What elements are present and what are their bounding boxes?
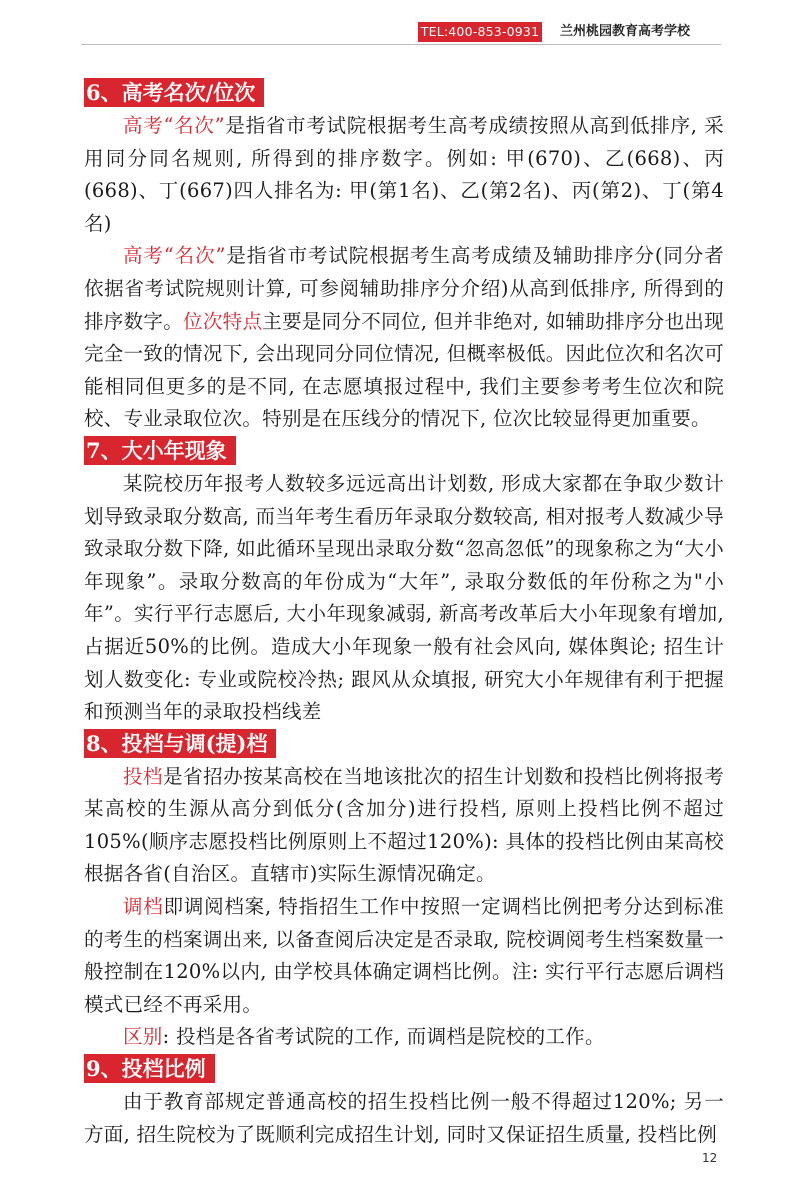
paragraph-text: 是指省市考试院根据考生高考成绩及辅助排序分(同分者依据省考试院规则计算, 可参阅辅助排序分介绍)从高到低排序, 所得到的排序数字。: [84, 244, 724, 333]
section-6-heading: 6、高考名次/位次: [84, 78, 264, 107]
section-6-paragraph-2: [84, 240, 724, 436]
paragraph-text: : 投档是各省考试院的工作, 而调档是院校的工作。: [162, 1025, 605, 1049]
paragraph-text: 是省招办按某高校在当地该批次的招生计划数和投档比例将报考某高校的生源从高分到低分(含加分)进行投档, 原则上投档比例不超过105%(顺序志愿投档比例原则上不超过120%): 具体的投档比例由某高校根据各省(自治区。直辖市)实际生源情况确定。: [84, 764, 724, 886]
header-divider: [81, 44, 721, 45]
paragraph-text: 主要是同分不同位, 但并非绝对, 如辅助排序分也出现完全一致的情况下, 会出现同分同位情况, 但概率极低。因此位次和名次可能相同但更多的是不同, 在志愿填报过程中, 我们主要参考考生位次和院校、专业录取位次。特别是在压线分的情况下, 位次比较显得更加重要。: [84, 309, 724, 431]
page-number: 12: [702, 1151, 718, 1165]
page-header: [0, 22, 800, 44]
highlight-term: 投档: [123, 764, 164, 788]
tel-badge: TEL:400-853-0931: [418, 22, 542, 42]
highlight-term: 高考“名次”: [123, 244, 226, 268]
highlight-term: 调档: [123, 895, 164, 919]
section-8-paragraph-1: [84, 761, 724, 891]
section-6-paragraph-1: [84, 110, 724, 240]
section-9-heading: 9、投档比例: [84, 1054, 215, 1083]
section-8-heading: 8、投档与调(提)档: [84, 729, 276, 758]
school-name: 兰州桃园教育高考学校: [560, 24, 691, 39]
paragraph-text: 即调阅档案, 特指招生工作中按照一定调档比例把考分达到标准的考生的档案调出来, 以备查阅后决定是否录取, 院校调阅考生档案数量一般控制在120%以内, 由学校具体确定调档比例。注: 实行平行志愿后调档模式已经不再采用。: [84, 895, 724, 1016]
highlight-term: 高考“名次”: [123, 114, 225, 137]
section-7-paragraph-1: 某院校历年报考人数较多远远高出计划数, 形成大家都在争取少数计划导致录取分数高, 而当年考生看历年录取分数较高, 相对报考人数减少导致录取分数下降, 如此循环呈现出录取分数“忽高忽低”的现象称之为“大小年现象”。录取分数高的年份成为“大年”, 录取分数低的年份称之为"小年”。实行平行志愿后, 大小年现象减弱, 新高考改革后大小年现象有增加, 占据近50%的比例。造成大小年现象一般有社会风向, 媒体舆论; 招生计划人数变化: 专业或院校冷热; 跟风从众填报, 研究大小年规律有利于把握和预测当年的录取投档线差: [84, 471, 724, 724]
highlight-term: 区别: [123, 1025, 163, 1049]
section-8-paragraph-3: [84, 1021, 724, 1054]
section-9-paragraph-1: 由于教育部规定普通高校的招生投档比例一般不得超过120%; 另一方面, 招生院校为了既顺利完成招生计划, 同时又保证招生质量, 投档比例: [84, 1090, 724, 1146]
document-body: [84, 78, 724, 1151]
paragraph-text: 是指省市考试院根据考生高考成绩按照从高到低排序, 采用同分同名规则, 所得到的排序数字。例如: 甲(670)、乙(668)、丙(668)、丁(667)四人排名为: 甲(第1名)、乙(第2名)、丙(第2)、丁(第4名): [84, 114, 724, 235]
section-7-heading: 7、大小年现象: [84, 436, 236, 465]
highlight-term: 位次特点: [183, 309, 263, 333]
section-8-paragraph-2: [84, 891, 724, 1021]
